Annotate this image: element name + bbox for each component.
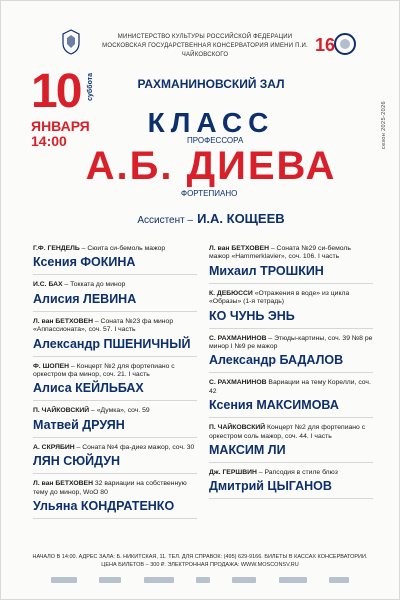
- program-item: [33, 245, 197, 275]
- partner-logo-icon: [232, 577, 256, 583]
- program-item: [209, 335, 373, 374]
- divider: [209, 372, 373, 373]
- program-work: [33, 407, 197, 415]
- ministry-line1: МИНИСТЕРСТВО КУЛЬТУРЫ РОССИЙСКОЙ ФЕДЕРАЦИИ: [117, 34, 293, 40]
- performer-name: Александр ПШЕНИЧНЫЙ: [33, 336, 191, 351]
- season-label: сезон 2025-2026: [381, 101, 387, 150]
- work-title: – Концерт №2 для фортепиано с оркестром фа минор, соч. 21. I часть: [33, 362, 175, 379]
- divider: [33, 400, 197, 401]
- work-title: – Этюды-картины, соч. 39 №8 ре минор I №9 ре мажор: [209, 334, 373, 351]
- program-work: [209, 379, 373, 396]
- program-item: [33, 407, 197, 437]
- program-work: [209, 335, 373, 352]
- program-work: [33, 281, 197, 289]
- composer-name: Г.Ф. ГЕНДЕЛЬ: [33, 245, 80, 252]
- program-work: [209, 469, 373, 477]
- performer-name: Матвей ДРУЯН: [33, 417, 125, 432]
- professor-name: А.Б. ДИЕВА: [85, 144, 337, 188]
- composer-name: П. ЧАЙКОВСКИЙ: [33, 407, 90, 415]
- program-item: [33, 480, 197, 519]
- divider: [209, 283, 373, 284]
- divider: [33, 311, 197, 312]
- work-title: Концерт №2 для фортепиано с оркестром соль мажор, соч. 44. I часть: [209, 424, 366, 440]
- work-title: – Соната №29 си-бемоль мажор «Hammerklavier», соч. 106. I часть: [209, 245, 351, 261]
- program-item: [209, 245, 373, 284]
- partner-logos: [51, 575, 349, 585]
- professor-word: ПРОФЕССОРА: [187, 136, 244, 145]
- work-title: Вариации на тему Корелли, соч. 42: [209, 379, 371, 395]
- composer-name: Ф. ШОПЕН: [33, 362, 70, 370]
- partner-logo-icon: [51, 577, 77, 583]
- performer-name: Ксения МАКСИМОВА: [209, 398, 339, 413]
- program-item: [209, 290, 373, 329]
- performer-name: Дмитрий ЦЫГАНОВ: [209, 479, 332, 494]
- footer-line1: НАЧАЛО В 14:00. АДРЕС ЗАЛА: Б. НИКИТСКАЯ, 11. ТЕЛ. ДЛЯ СПРАВОК: (495) 629-9166. БИЛЕТЫ В КАССАХ КОНСЕРВАТОРИИ.: [32, 554, 368, 560]
- work-title: – Соната №4 фа-диез мажор, соч. 30: [74, 443, 195, 451]
- performer-name: Михаил ТРОШКИН: [209, 263, 324, 278]
- work-title: «Отражения в воде» из цикла «Образы» (1-я тетрадь): [209, 289, 350, 306]
- divider: [33, 473, 197, 474]
- partner-logo-icon: [144, 577, 174, 583]
- footer-line2: ЦЕНА БИЛЕТОВ – 300 ₽. ЭЛЕКТРОННАЯ ПРОДАЖА: WWW.MOSCONSV.RU: [101, 562, 299, 568]
- work-title: – Рапсодия в стиле блюз: [256, 469, 338, 477]
- coat-of-arms-icon: [59, 29, 83, 55]
- program-work: [209, 290, 373, 307]
- program-item: [33, 318, 197, 357]
- divider: [209, 328, 373, 329]
- divider: [209, 417, 373, 418]
- divider: [33, 518, 197, 519]
- performer-name: Алиса КЕЙЛЬБАХ: [33, 381, 144, 396]
- composer-name: К. ДЕБЮССИ: [209, 289, 253, 297]
- ministry-line2: МОСКОВСКАЯ ГОСУДАРСТВЕННАЯ КОНСЕРВАТОРИЯ ИМЕНИ П.И. ЧАЙКОВСКОГО: [102, 43, 308, 58]
- program-item: [33, 444, 197, 474]
- date-month: ЯНВАРЯ: [31, 118, 90, 134]
- partner-logo-icon: [196, 577, 210, 583]
- date-day: 10: [31, 65, 81, 118]
- performer-name: Алисия ЛЕВИНА: [33, 291, 137, 306]
- composer-name: Дж. ГЕРШВИН: [209, 469, 257, 477]
- date-time: 14:00: [31, 133, 67, 149]
- date-weekday: суббота: [87, 73, 94, 101]
- composer-name: П. ЧАЙКОВСКИЙ: [209, 424, 266, 432]
- program-left-column: [33, 245, 197, 525]
- work-title: – Соната №23 фа минор «Аппассионата», соч. 57. I часть: [33, 317, 174, 334]
- program-work: [33, 245, 197, 253]
- ministry-header: [85, 33, 325, 60]
- svg-text:16: 16: [315, 35, 336, 55]
- divider: [209, 498, 373, 499]
- partner-logo-icon: [99, 577, 121, 583]
- assistant-line: [81, 211, 341, 226]
- hall-name: РАХМАНИНОВСКИЙ ЗАЛ: [137, 77, 285, 91]
- composer-name: Л. ван БЕТХОВЕН: [209, 245, 269, 252]
- program-item: [33, 363, 197, 402]
- divider: [33, 274, 197, 275]
- divider: [33, 356, 197, 357]
- class-word: КЛАСС: [147, 107, 275, 138]
- divider: [33, 437, 197, 438]
- footer-info: [21, 553, 379, 569]
- program-work: [209, 424, 373, 441]
- performer-name: МАКСИМ ЛИ: [209, 443, 286, 458]
- program-work: [33, 318, 197, 335]
- work-title: – Токката до минор: [62, 281, 126, 289]
- composer-name: С. РАХМАНИНОВ: [209, 334, 267, 342]
- program-item: [33, 281, 197, 311]
- performer-name: КО ЧУНЬ ЭНЬ: [209, 308, 295, 323]
- anniversary-logo-icon: [313, 29, 357, 59]
- instrument: ФОРТЕПИАНО: [181, 189, 238, 198]
- assistant-name: И.А. КОЩЕЕВ: [197, 211, 285, 226]
- performer-name: Ульяна КОНДРАТЕНКО: [33, 499, 175, 514]
- program-work: [33, 363, 197, 380]
- program-work: [33, 480, 197, 497]
- composer-name: С. РАХМАНИНОВ: [209, 379, 267, 387]
- performer-name: ЛЯН СЮЙДУН: [33, 454, 121, 469]
- work-title: – Сюита си-бемоль мажор: [79, 245, 166, 252]
- program-work: [209, 245, 373, 262]
- divider: [209, 462, 373, 463]
- assistant-label: Ассистент –: [137, 215, 194, 226]
- program-work: [33, 444, 197, 452]
- date-block: [31, 65, 94, 149]
- performer-name: Александр БАДАЛОВ: [209, 353, 344, 368]
- work-title: 32 вариации на собственную тему до минор, WoO 80: [33, 480, 187, 496]
- composer-name: Л. ван БЕТХОВЕН: [33, 317, 93, 325]
- partner-logo-icon: [329, 577, 349, 583]
- program-item: [209, 469, 373, 499]
- composer-name: А. СКРЯБИН: [33, 443, 75, 451]
- partner-logo-icon: [279, 577, 307, 583]
- performer-name: Ксения ФОКИНА: [33, 255, 136, 270]
- program-item: [209, 379, 373, 418]
- program-item: [209, 424, 373, 463]
- composer-name: И.С. БАХ: [33, 281, 63, 289]
- composer-name: Л. ван БЕТХОВЕН: [33, 480, 93, 488]
- program-right-column: [209, 245, 373, 505]
- work-title: – «Думка», соч. 59: [89, 407, 150, 415]
